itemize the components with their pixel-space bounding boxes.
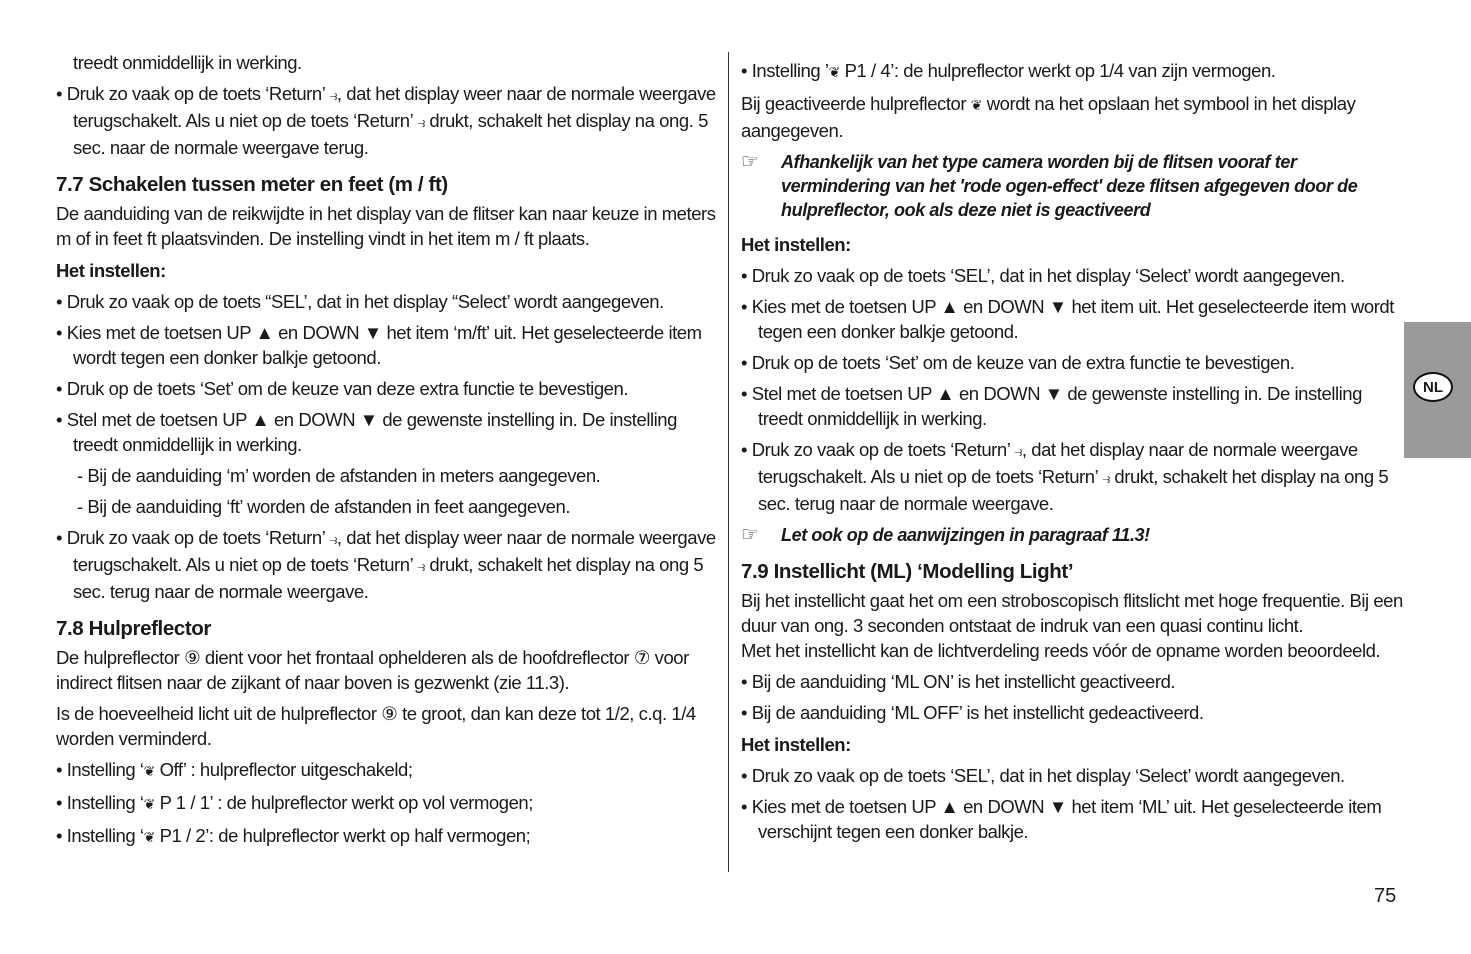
note-paragraaf xyxy=(741,523,1406,547)
heading-7-8: 7.8 Hulpreflector xyxy=(56,617,211,640)
dash-meters: - Bij de aanduiding ‘m’ worden de afstanden in meters aangegeven. xyxy=(77,465,601,486)
bullet-set: • Druk op de toets ‘Set’ om de keuze van deze extra functie te bevestigen. xyxy=(56,378,629,399)
bullet-set: • Druk op de toets ‘Set’ om de keuze van de extra functie te bevestigen. xyxy=(741,352,1295,373)
bullet-stel: • Stel met de toetsen UP ▲ en DOWN ▼ de gewenste instelling in. De instelling treedt onmiddellijk in werking. xyxy=(56,409,677,455)
return-icon: ⥽ xyxy=(417,558,425,574)
page-number: 75 xyxy=(1374,885,1397,907)
continuation-text: treedt onmiddellijk in werking. xyxy=(73,52,302,73)
bullet-return-2: • Druk zo vaak op de toets ‘Return’ ⥽, dat het display weer naar de normale weergave terugschakelt. Als u niet op de toets ‘Return’ ⥽ drukt, schakelt het display na ong 5 sec. terug naar de normale weergave. xyxy=(56,527,716,602)
subheading-instellen: Het instellen: xyxy=(741,734,851,755)
paragraph-7-8-b: Is de hoeveelheid licht uit de hulpreflector ⑨ te groot, dan kan deze tot 1/2, c.q. 1/4 worden verminderd. xyxy=(56,703,696,749)
bullet-instelling-p1-1: • Instelling ‘❦ P 1 / 1’ : de hulpreflector werkt op vol vermogen; xyxy=(56,792,533,813)
note-rode-ogen xyxy=(741,150,1406,222)
bullet-instelling-off: • Instelling ‘❦ Off’ : hulpreflector uitgeschakeld; xyxy=(56,759,413,780)
left-column xyxy=(56,50,716,850)
paragraph-7-7: De aanduiding van de reikwijdte in het display van de flitser kan naar keuze in meters m of in feet ft plaatsvinden. De instelling vindt in het item m / ft plaats. xyxy=(56,203,716,249)
bullet-updown: • Kies met de toetsen UP ▲ en DOWN ▼ het item ‘m/ft’ uit. Het geselecteerde item wordt tegen een donker balkje getoond. xyxy=(56,322,702,368)
pointing-hand-icon: ☞ xyxy=(741,151,759,173)
return-icon: ⥽ xyxy=(329,531,337,547)
column-divider xyxy=(728,52,729,872)
paragraph-7-9-b: Met het instellicht kan de lichtverdeling reeds vóór de opname worden beoordeeld. xyxy=(741,640,1381,661)
note-text: Let ook op de aanwijzingen in paragraaf 11.3! xyxy=(781,525,1150,545)
bullet-updown: • Kies met de toetsen UP ▲ en DOWN ▼ het item uit. Het geselecteerde item wordt tegen een donker balkje getoond. xyxy=(741,296,1394,342)
reflector-icon: ❦ xyxy=(143,829,155,845)
subheading-instellen: Het instellen: xyxy=(56,260,166,281)
reflector-icon: ❦ xyxy=(970,97,983,113)
dash-feet: - Bij de aanduiding ‘ft’ worden de afstanden in feet aangegeven. xyxy=(77,496,571,517)
bullet-stel: • Stel met de toetsen UP ▲ en DOWN ▼ de gewenste instelling in. De instelling treedt onmiddellijk in werking. xyxy=(741,383,1362,429)
paragraph-7-8-a: De hulpreflector ⑨ dient voor het frontaal ophelderen als de hoofdreflector ⑦ voor indirect flitsen naar de zijkant of naar boven is gezwenkt (zie 11.3). xyxy=(56,647,689,693)
bullet-ml-off: • Bij de aanduiding ‘ML OFF’ is het instellicht gedeactiveerd. xyxy=(741,702,1204,723)
return-icon: ⥽ xyxy=(1102,470,1110,486)
bullet-sel: • Druk zo vaak op de toets ‘SEL’, dat in het display ‘Select’ wordt aangegeven. xyxy=(741,265,1345,286)
pointing-hand-icon: ☞ xyxy=(741,524,759,546)
bullet-instelling-p1-2: • Instelling ‘❦ P1 / 2’: de hulpreflector werkt op half vermogen; xyxy=(56,825,531,846)
heading-7-7: 7.7 Schakelen tussen meter en feet (m / ft) xyxy=(56,173,448,196)
right-column xyxy=(741,50,1406,844)
paragraph-7-9-a: Bij het instellicht gaat het om een stroboscopisch flitslicht met hoge frequentie. Bij een duur van ong. 3 seconden ontstaat de indruk van een quasi continu licht. xyxy=(741,590,1403,636)
reflector-icon: ❦ xyxy=(143,763,155,779)
bullet-ml-on: • Bij de aanduiding ‘ML ON’ is het instellicht geactiveerd. xyxy=(741,671,1176,692)
bullet-sel: • Druk zo vaak op de toets ‘SEL’, dat in het display ‘Select’ wordt aangegeven. xyxy=(741,765,1345,786)
return-icon: ⥽ xyxy=(1014,443,1022,459)
return-icon: ⥽ xyxy=(329,87,337,103)
paragraph-geactiveerde: Bij geactiveerde hulpreflector ❦ wordt na het opslaan het symbool in het display aangegeven. xyxy=(741,93,1356,141)
bullet-sel: • Druk zo vaak op de toets “SEL’, dat in het display “Select’ wordt aangegeven. xyxy=(56,291,664,312)
reflector-icon: ❦ xyxy=(143,796,155,812)
subheading-instellen: Het instellen: xyxy=(741,234,851,255)
bullet-return: • Druk zo vaak op de toets ‘Return’ ⥽, dat het display weer naar de normale weergave terugschakelt. Als u niet op de toets ‘Return’ ⥽ drukt, schakelt het display na ong. 5 sec. naar de normale weergave terug. xyxy=(56,83,716,158)
bullet-updown-ml: • Kies met de toetsen UP ▲ en DOWN ▼ het item ‘ML’ uit. Het geselecteerde item verschijnt tegen een donker balkje. xyxy=(741,796,1382,842)
reflector-icon: ❦ xyxy=(828,64,840,80)
note-text: Afhankelijk van het type camera worden bij de flitsen vooraf ter vermindering van het 'rode ogen-effect' deze flitsen afgegeven door de hulpreflector, ook als deze niet is geactiveerd xyxy=(781,152,1358,220)
bullet-return: • Druk zo vaak op de toets ‘Return’ ⥽, dat het display naar de normale weergave terugschakelt. Als u niet op de toets ‘Return’ ⥽ drukt, schakelt het display na ong 5 sec. terug naar de normale weergave. xyxy=(741,439,1389,514)
heading-7-9: 7.9 Instellicht (ML) ‘Modelling Light’ xyxy=(741,560,1074,583)
language-badge: NL xyxy=(1413,372,1453,402)
return-icon: ⥽ xyxy=(417,114,425,130)
bullet-instelling-p1-4: • Instelling ’❦ P1 / 4’: de hulpreflector werkt op 1/4 van zijn vermogen. xyxy=(741,60,1276,81)
